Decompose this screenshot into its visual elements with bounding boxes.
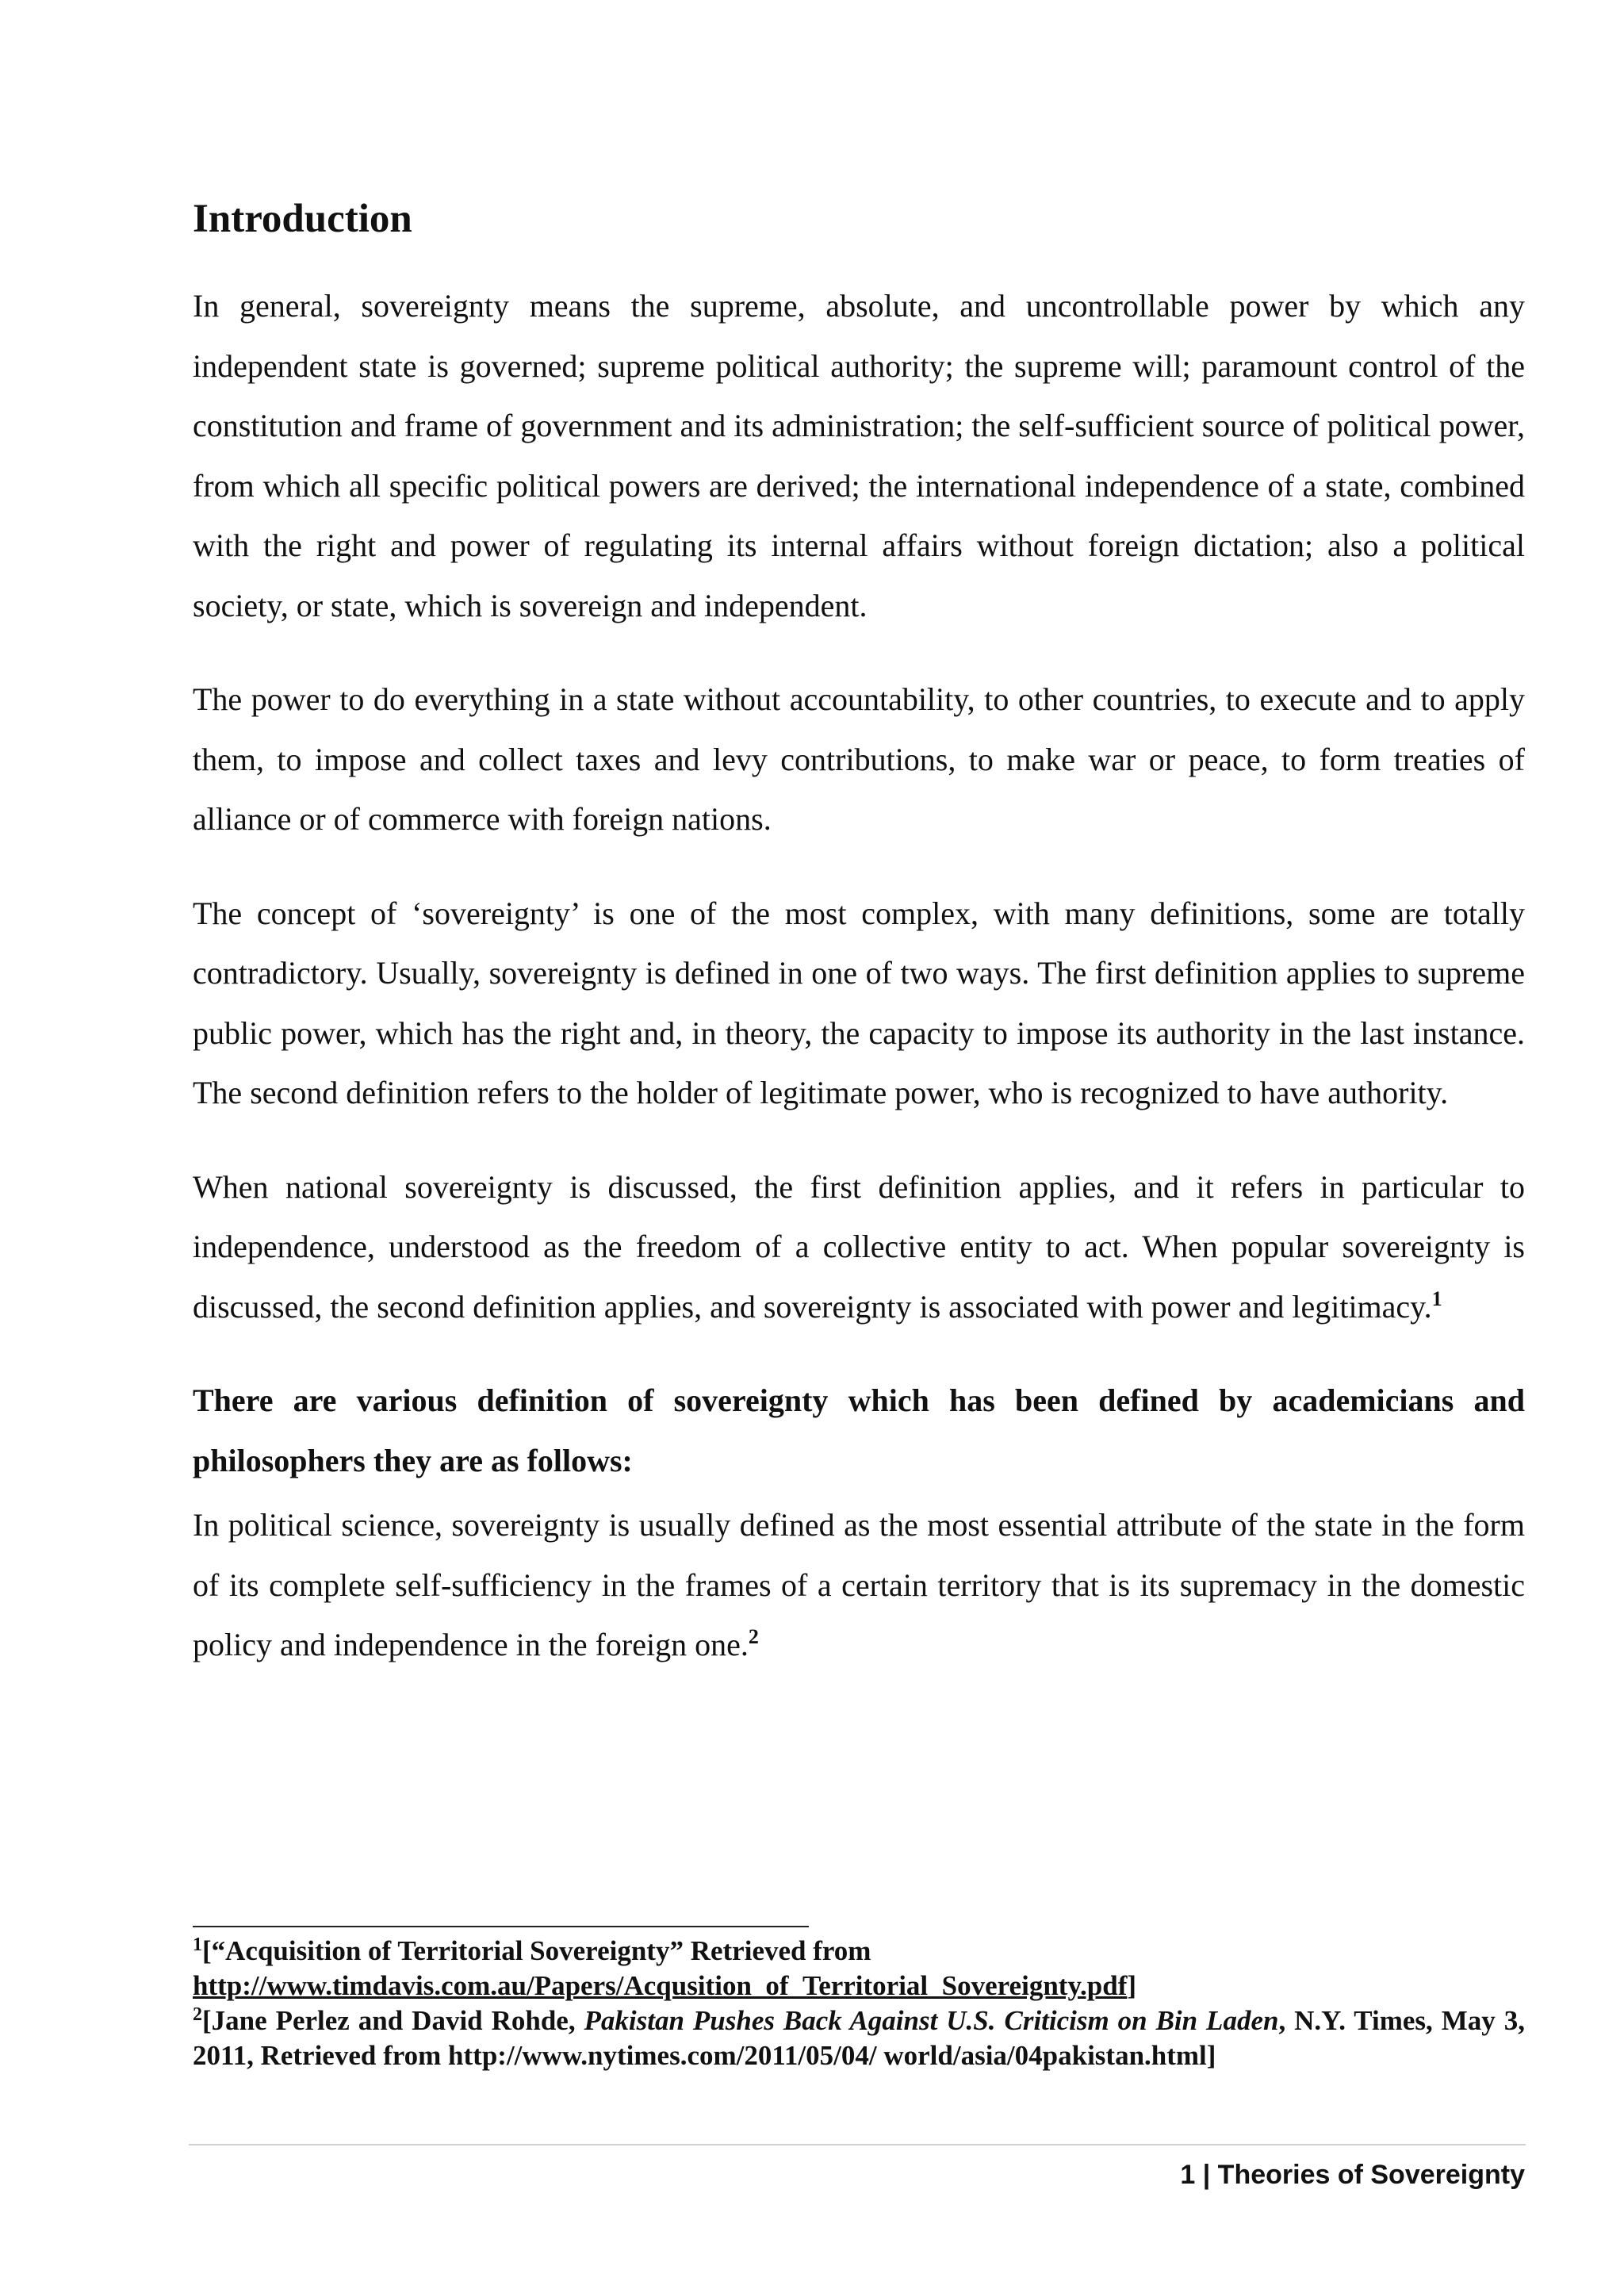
footnote-2-rest: , N.Y. Times, May 3, 2011, Retrieved from http://www.nytimes.com/2011/05/04/ world/asia/04pakistan.html] <box>193 2005 1525 2071</box>
footnote-1-link[interactable]: http://www.timdavis.com.au/Papers/Acqusition_of_Territorial_Sovereignty.pdf <box>193 1970 1128 2001</box>
footnote-2-title: Pakistan Pushes Back Against U.S. Criticism on Bin Laden <box>584 2005 1279 2036</box>
paragraph-5-text: In political science, sovereignty is usually defined as the most essential attribute of the state in the form of its complete self-sufficiency in the frames of a certain territory that is its supremacy in the domestic policy and independence in the foreign one. <box>193 1507 1525 1662</box>
footnote-2 <box>193 2003 1525 2073</box>
footnote-2-mark: 2 <box>193 2004 202 2025</box>
page-footer <box>1180 2156 1525 2194</box>
paragraph-1: In general, sovereignty means the supreme, absolute, and uncontrollable power by which any independent state is governed; supreme political authority; the supreme will; paramount control of the constitution and frame of government and its administration; the self-sufficient source of political power, from which all specific political powers are derived; the international independence of a state, combined with the right and power of regulating its internal affairs without foreign dictation; also a political society, or state, which is sovereign and independent. <box>193 288 1525 623</box>
paragraph-5 <box>193 1495 1525 1675</box>
footnote-1-mark: 1 <box>193 1934 202 1955</box>
paragraph-4-text: When national sovereignty is discussed, the first definition applies, and it refers in particular to independence, understood as the freedom of a collective entity to act. When popular sovereignty is discussed, the second definition applies, and sovereignty is associated with power and legitimacy. <box>193 1168 1525 1325</box>
footnote-divider <box>193 1926 809 1927</box>
footnote-1 <box>193 1934 1525 2003</box>
footnote-2-open: [Jane Perlez and David Rohde, <box>202 2005 584 2036</box>
paragraph-2: The power to do everything in a state without accountability, to other countries, to execute and to apply them, to impose and collect taxes and levy contributions, to make war or peace, to form treaties of alliance or of commerce with foreign nations. <box>193 681 1525 837</box>
footnote-ref-2[interactable]: 2 <box>748 1625 759 1648</box>
footnote-1-close: ] <box>1127 1970 1137 2001</box>
paragraph-4 <box>193 1157 1525 1337</box>
section-heading: Introduction <box>193 197 412 241</box>
footer-title: Theories of Sovereignty <box>1217 2160 1525 2190</box>
paragraph-3: The concept of ‘sovereignty’ is one of the most complex, with many definitions, some are totally contradictory. Usually, sovereignty is defined in one of two ways. The first definition applies to supreme public power, which has the right and, in theory, the capacity to impose its authority in the last instance. The second definition refers to the holder of legitimate power, who is recognized to have authority. <box>193 895 1525 1110</box>
footer-separator: | <box>1195 2160 1218 2190</box>
main-content <box>193 192 1525 1709</box>
footer-divider <box>189 2144 1526 2145</box>
page-number: 1 <box>1180 2160 1196 2190</box>
footnotes <box>193 1934 1525 2073</box>
footnote-1-open: [“Acquisition of Territorial Sovereignty” Retrieved from <box>202 1935 871 1966</box>
footnote-ref-1[interactable]: 1 <box>1431 1286 1442 1310</box>
subheading: There are various definition of sovereignty which has been defined by academicians and philosophers they are as follows: <box>193 1382 1525 1478</box>
